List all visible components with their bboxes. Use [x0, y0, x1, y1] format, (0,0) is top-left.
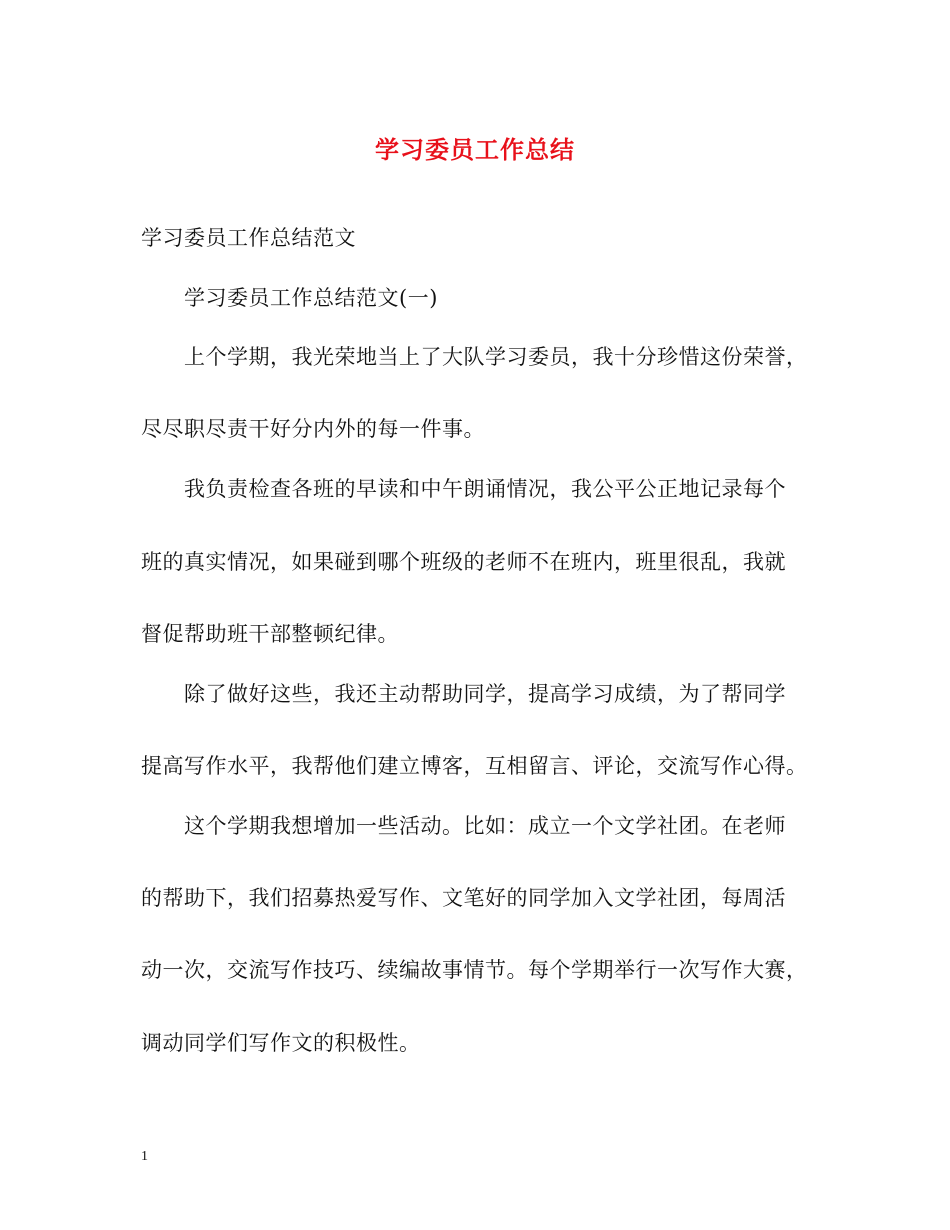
document-title: 学习委员工作总结	[375, 135, 575, 164]
paragraph-2-line-2: 班的真实情况，如果碰到哪个班级的老师不在班内，班里很乱，我就	[141, 550, 786, 574]
paragraph-2-line-3: 督促帮助班干部整顿纪律。	[141, 622, 399, 646]
paragraph-1-line-1: 上个学期，我光荣地当上了大队学习委员，我十分珍惜这份荣誉，	[184, 345, 808, 369]
paragraph-3-line-1: 除了做好这些，我还主动帮助同学，提高学习成绩，为了帮同学	[184, 682, 786, 706]
section-subheading: 学习委员工作总结范文(一)	[184, 286, 438, 310]
paragraph-4-line-1: 这个学期我想增加一些活动。比如：成立一个文学社团。在老师	[184, 814, 786, 838]
paragraph-4-line-4: 调动同学们写作文的积极性。	[141, 1031, 421, 1055]
section-heading: 学习委员工作总结范文	[141, 226, 356, 250]
paragraph-4-line-2: 的帮助下，我们招募热爱写作、文笔好的同学加入文学社团，每周活	[141, 886, 786, 910]
paragraph-3-line-2: 提高写作水平，我帮他们建立博客，互相留言、评论，交流写作心得。	[141, 754, 808, 778]
paragraph-4-line-3: 动一次，交流写作技巧、续编故事情节。每个学期举行一次写作大赛，	[141, 958, 808, 982]
paragraph-1-line-2: 尽尽职尽责干好分内外的每一件事。	[141, 417, 485, 441]
paragraph-2-line-1: 我负责检查各班的早读和中午朗诵情况，我公平公正地记录每个	[184, 477, 786, 501]
page-number: 1	[141, 1149, 148, 1164]
